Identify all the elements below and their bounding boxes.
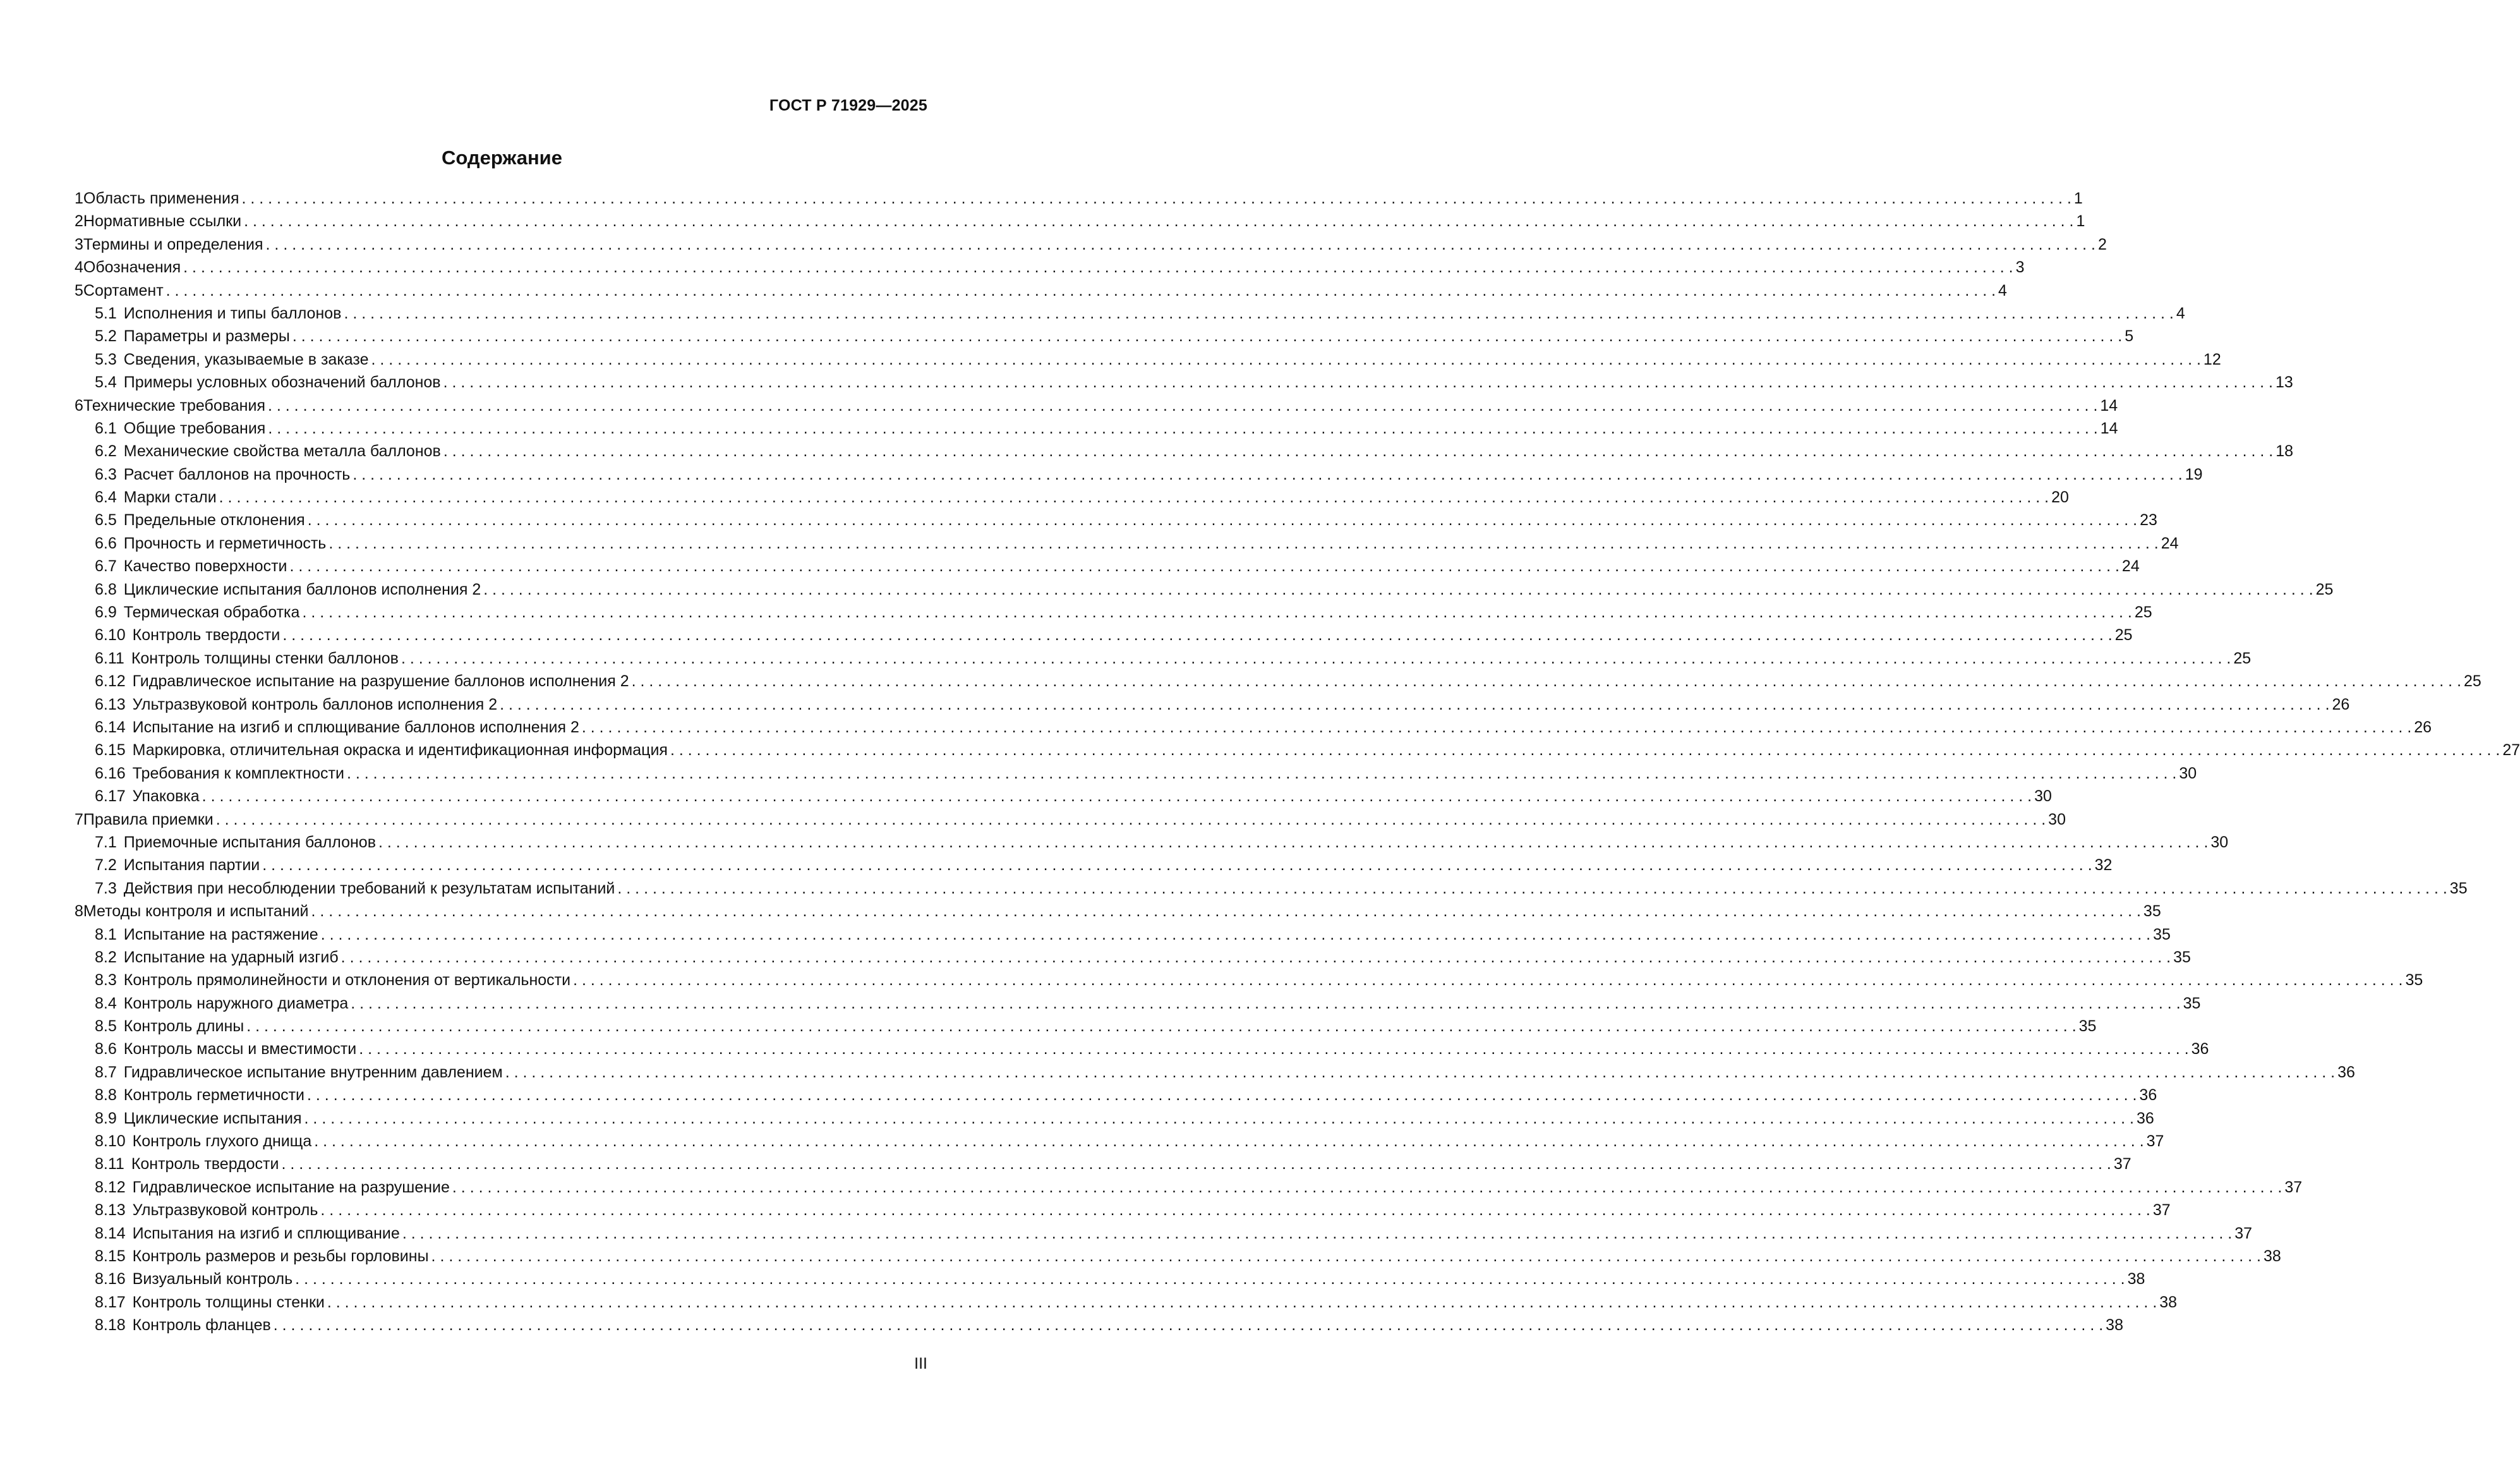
toc-dot-leader bbox=[260, 854, 2094, 876]
toc-entry-page: 1 bbox=[2073, 190, 2083, 207]
toc-entry-title: Циклические испытания bbox=[123, 1109, 302, 1127]
toc-dot-leader bbox=[339, 946, 2173, 969]
toc-entry-page: 3 bbox=[2015, 258, 2025, 277]
toc-entry[interactable] bbox=[75, 302, 2185, 325]
toc-entry[interactable] bbox=[75, 187, 2083, 210]
toc-entry[interactable] bbox=[75, 854, 2113, 876]
toc-entry-title: Термическая обработка bbox=[123, 603, 300, 622]
toc-entry[interactable] bbox=[75, 670, 2481, 693]
toc-entry[interactable] bbox=[75, 463, 2203, 486]
toc-entry-title: Гидравлическое испытание внутренним давлением bbox=[123, 1063, 503, 1081]
toc-entry[interactable] bbox=[75, 1199, 2171, 1221]
toc-entry[interactable] bbox=[75, 992, 2201, 1015]
toc-entry[interactable] bbox=[75, 210, 2085, 233]
toc-dot-leader bbox=[441, 371, 2276, 394]
toc-dot-leader bbox=[244, 1015, 2078, 1038]
toc-entry[interactable] bbox=[75, 647, 2252, 670]
toc-entry-title: Марки стали bbox=[123, 488, 217, 507]
toc-entry[interactable] bbox=[75, 440, 2294, 463]
toc-entry-page: 30 bbox=[2048, 810, 2066, 828]
toc-entry-title: Расчет баллонов на прочность bbox=[123, 465, 351, 483]
toc-dot-leader bbox=[615, 877, 2449, 900]
toc-entry-title: Обозначения bbox=[83, 258, 181, 277]
toc-dot-leader bbox=[305, 509, 2140, 531]
toc-entry[interactable] bbox=[75, 1153, 2131, 1175]
toc-entry-title: Требования к комплектности bbox=[132, 764, 344, 782]
toc-dot-leader bbox=[263, 233, 2098, 256]
toc-entry-number: 5.4 bbox=[95, 373, 117, 392]
toc-entry-number: 6.12 bbox=[95, 672, 126, 691]
toc-entry-page: 37 bbox=[2146, 1132, 2164, 1151]
toc-entry[interactable] bbox=[75, 1222, 2253, 1245]
toc-entry-title: Сортамент bbox=[83, 281, 164, 300]
toc-entry-title: Примеры условных обозначений баллонов bbox=[123, 373, 441, 392]
toc-entry-number: 2 bbox=[75, 212, 83, 231]
toc-dot-leader bbox=[325, 1291, 2159, 1314]
toc-entry-number: 4 bbox=[75, 258, 83, 277]
toc-entry-page: 25 bbox=[2134, 603, 2152, 622]
toc-dot-leader bbox=[239, 187, 2073, 210]
toc-dot-leader bbox=[304, 1084, 2139, 1106]
toc-dot-leader bbox=[287, 555, 2122, 578]
toc-entry-page: 38 bbox=[2263, 1247, 2281, 1265]
toc-entry-page: 37 bbox=[2234, 1224, 2253, 1242]
toc-entry-title: Прочность и герметичность bbox=[123, 534, 327, 552]
toc-entry-title: Контроль твердости bbox=[131, 1155, 279, 1173]
toc-entry[interactable] bbox=[75, 279, 2007, 302]
toc-dot-leader bbox=[279, 1153, 2113, 1175]
toc-entry-number: 8.7 bbox=[95, 1063, 117, 1081]
toc-entry[interactable] bbox=[75, 1130, 2164, 1153]
toc-entry-title: Гидравлическое испытание на разрушение баллонов исполнения 2 bbox=[132, 672, 629, 691]
toc-entry[interactable] bbox=[75, 808, 2066, 831]
toc-entry[interactable] bbox=[75, 739, 2520, 761]
toc-entry-number: 6.15 bbox=[95, 741, 126, 760]
toc-entry-title: Маркировка, отличительная окраска и идентификационная информация bbox=[132, 741, 668, 760]
toc-entry-number: 8.4 bbox=[95, 994, 117, 1012]
toc-entry-title: Общие требования bbox=[123, 419, 266, 437]
toc-entry-title: Область применения bbox=[83, 190, 239, 207]
toc-entry[interactable] bbox=[75, 923, 2171, 946]
toc-entry-page: 18 bbox=[2276, 442, 2294, 461]
toc-dot-leader bbox=[217, 486, 2051, 509]
toc-entry-number: 6 bbox=[75, 396, 83, 415]
toc-entry[interactable] bbox=[75, 1291, 2178, 1314]
toc-entry-number: 7.1 bbox=[95, 833, 117, 851]
toc-entry-title: Параметры и размеры bbox=[123, 327, 290, 346]
toc-dot-leader bbox=[265, 394, 2100, 417]
toc-entry-number: 6.9 bbox=[95, 603, 117, 622]
toc-entry-page: 37 bbox=[2113, 1155, 2131, 1173]
toc-entry-title: Контроль наружного диаметра bbox=[123, 994, 349, 1012]
toc-entry-page: 36 bbox=[2139, 1086, 2157, 1105]
toc-entry[interactable] bbox=[75, 624, 2133, 646]
toc-entry-title: Нормативные ссылки bbox=[83, 212, 242, 231]
toc-dot-leader bbox=[265, 417, 2100, 440]
toc-dot-leader bbox=[441, 440, 2276, 463]
toc-entry-number: 6.13 bbox=[95, 695, 126, 713]
toc-entry[interactable] bbox=[75, 900, 2161, 923]
toc-entry-title: Контроль толщины стенки bbox=[132, 1293, 325, 1311]
toc-entry-number: 1 bbox=[75, 190, 83, 207]
toc-dot-leader bbox=[271, 1314, 2106, 1336]
toc-entry-number: 5 bbox=[75, 281, 83, 300]
toc-entry-page: 24 bbox=[2161, 534, 2179, 552]
toc-entry-page: 35 bbox=[2405, 971, 2423, 990]
toc-entry-page: 36 bbox=[2191, 1040, 2209, 1058]
toc-entry-title: Контроль глухого днища bbox=[132, 1132, 312, 1151]
toc-entry-page: 35 bbox=[2153, 925, 2171, 943]
toc-entry-title: Ультразвуковой контроль баллонов исполнения 2 bbox=[132, 695, 498, 713]
toc-entry-number: 8.5 bbox=[95, 1017, 117, 1036]
toc-entry-page: 27 bbox=[2502, 741, 2520, 760]
toc-entry-page: 26 bbox=[2414, 718, 2432, 736]
toc-entry-page: 14 bbox=[2100, 396, 2118, 415]
toc-entry-number: 8.10 bbox=[95, 1132, 126, 1151]
toc-entry[interactable] bbox=[75, 693, 2350, 716]
toc-entry-number: 6.14 bbox=[95, 718, 126, 736]
toc-entry-page: 12 bbox=[2203, 350, 2221, 368]
toc-dot-leader bbox=[311, 1130, 2146, 1153]
toc-entry-number: 8.11 bbox=[95, 1155, 124, 1173]
toc-entry-title: Контроль массы и вместимости bbox=[123, 1040, 357, 1058]
toc-entry-title: Испытание на ударный изгиб bbox=[123, 948, 339, 966]
toc-entry-title: Технические требования bbox=[83, 396, 265, 415]
toc-dot-leader bbox=[481, 578, 2315, 601]
toc-entry-title: Исполнения и типы баллонов bbox=[123, 304, 342, 322]
toc-entry[interactable] bbox=[75, 946, 2191, 969]
toc-entry-number: 8.17 bbox=[95, 1293, 126, 1311]
toc-entry-page: 30 bbox=[2179, 764, 2197, 782]
toc-dot-leader bbox=[400, 1222, 2234, 1245]
toc-entry-number: 8.12 bbox=[95, 1178, 126, 1196]
toc-entry-page: 13 bbox=[2276, 373, 2293, 392]
toc-entry[interactable] bbox=[75, 371, 2293, 394]
toc-dot-leader bbox=[200, 785, 2034, 808]
toc-entry-title: Контроль фланцев bbox=[132, 1316, 271, 1335]
toc-entry-number: 6.16 bbox=[95, 764, 126, 782]
toc-dot-leader bbox=[292, 1268, 2127, 1290]
toc-entry-title: Контроль герметичности bbox=[123, 1086, 305, 1105]
toc-entry-page: 35 bbox=[2173, 948, 2191, 966]
toc-dot-leader bbox=[181, 256, 2015, 279]
toc-entry-number: 7.2 bbox=[95, 856, 117, 875]
toc-entry[interactable] bbox=[75, 532, 2179, 555]
toc-entry[interactable] bbox=[75, 1038, 2209, 1060]
table-of-contents bbox=[75, 187, 2520, 1337]
toc-dot-leader bbox=[450, 1176, 2284, 1199]
toc-entry[interactable] bbox=[75, 325, 2134, 348]
toc-entry-number: 8 bbox=[75, 902, 83, 921]
toc-dot-leader bbox=[376, 831, 2210, 854]
toc-dot-leader bbox=[309, 900, 2143, 923]
toc-dot-leader bbox=[570, 969, 2405, 991]
toc-entry-page: 38 bbox=[2159, 1293, 2178, 1311]
toc-entry-number: 5.3 bbox=[95, 350, 117, 368]
toc-entry-title: Контроль размеров и резьбы горловины bbox=[132, 1247, 429, 1265]
toc-entry-page: 26 bbox=[2332, 695, 2350, 713]
toc-entry-page: 38 bbox=[2127, 1270, 2145, 1288]
toc-entry-number: 8.1 bbox=[95, 925, 117, 943]
toc-entry-number: 3 bbox=[75, 235, 83, 253]
toc-entry-page: 24 bbox=[2121, 557, 2140, 576]
toc-entry-title: Испытание на изгиб и сплющивание баллонов исполнения 2 bbox=[132, 718, 579, 736]
toc-entry-number: 8.14 bbox=[95, 1224, 126, 1242]
toc-entry[interactable] bbox=[75, 256, 2025, 279]
toc-entry-title: Ультразвуковой контроль bbox=[132, 1201, 318, 1220]
toc-dot-leader bbox=[280, 624, 2114, 646]
toc-entry-number: 6.8 bbox=[95, 580, 117, 598]
toc-entry[interactable] bbox=[75, 601, 2152, 624]
toc-dot-leader bbox=[629, 670, 2464, 693]
toc-entry-page: 30 bbox=[2034, 787, 2052, 806]
toc-entry-page: 4 bbox=[2176, 304, 2185, 322]
toc-entry-page: 20 bbox=[2051, 488, 2069, 507]
toc-entry-page: 25 bbox=[2114, 626, 2133, 645]
toc-entry-number: 5.1 bbox=[95, 304, 117, 322]
toc-entry-number: 6.1 bbox=[95, 419, 117, 437]
toc-dot-leader bbox=[241, 210, 2076, 233]
toc-entry-number: 8.3 bbox=[95, 971, 117, 990]
toc-dot-leader bbox=[579, 716, 2414, 739]
toc-entry-number: 6.17 bbox=[95, 787, 126, 806]
toc-entry-title: Контроль толщины стенки баллонов bbox=[131, 649, 399, 667]
toc-entry-page: 14 bbox=[2100, 419, 2118, 437]
toc-entry-page: 30 bbox=[2210, 833, 2229, 851]
toc-entry-page: 25 bbox=[2464, 672, 2481, 691]
toc-entry-title: Испытания партии bbox=[123, 856, 260, 875]
toc-dot-leader bbox=[302, 1107, 2137, 1130]
toc-entry-number: 7.3 bbox=[95, 879, 117, 897]
toc-dot-leader bbox=[399, 647, 2233, 670]
toc-dot-leader bbox=[344, 762, 2179, 785]
toc-entry[interactable] bbox=[75, 509, 2157, 531]
toc-dot-leader bbox=[356, 1038, 2191, 1060]
toc-entry[interactable] bbox=[75, 486, 2069, 509]
toc-entry-title: Контроль длины bbox=[123, 1017, 244, 1036]
toc-entry-number: 6.5 bbox=[95, 511, 117, 530]
toc-entry[interactable] bbox=[75, 233, 2107, 256]
toc-entry-title: Предельные отклонения bbox=[123, 511, 305, 530]
toc-entry[interactable] bbox=[75, 555, 2140, 578]
toc-dot-leader bbox=[318, 1199, 2152, 1221]
toc-entry-number: 8.6 bbox=[95, 1040, 117, 1058]
toc-dot-leader bbox=[350, 463, 2185, 486]
toc-entry-title: Визуальный контроль bbox=[132, 1270, 293, 1288]
toc-dot-leader bbox=[348, 992, 2183, 1015]
toc-entry-page: 5 bbox=[2125, 327, 2134, 346]
toc-entry-page: 38 bbox=[2106, 1316, 2123, 1335]
toc-entry-title: Испытание на растяжение bbox=[123, 925, 318, 943]
toc-entry[interactable] bbox=[75, 1061, 2355, 1084]
toc-dot-leader bbox=[164, 279, 1998, 302]
toc-entry[interactable] bbox=[75, 578, 2334, 601]
toc-entry-page: 35 bbox=[2449, 879, 2468, 897]
toc-entry-page: 36 bbox=[2136, 1109, 2154, 1127]
toc-entry-title: Сведения, указываемые в заказе bbox=[123, 350, 369, 368]
toc-entry-number: 8.15 bbox=[95, 1247, 126, 1265]
toc-entry-title: Упаковка bbox=[132, 787, 200, 806]
toc-entry[interactable] bbox=[75, 969, 2423, 991]
toc-dot-leader bbox=[497, 693, 2332, 716]
toc-entry-page: 4 bbox=[1998, 281, 2007, 300]
toc-entry-number: 6.4 bbox=[95, 488, 117, 507]
toc-dot-leader bbox=[341, 302, 2176, 325]
toc-entry-number: 8.13 bbox=[95, 1201, 126, 1220]
toc-entry-number: 5.2 bbox=[95, 327, 117, 346]
toc-entry-page: 37 bbox=[2284, 1178, 2303, 1196]
toc-entry-number: 8.9 bbox=[95, 1109, 117, 1127]
toc-entry[interactable] bbox=[75, 1314, 2123, 1336]
toc-entry[interactable] bbox=[75, 1268, 2145, 1290]
toc-entry-title: Термины и определения bbox=[83, 235, 263, 253]
toc-entry-page: 35 bbox=[2183, 994, 2201, 1012]
toc-entry[interactable] bbox=[75, 831, 2229, 854]
toc-entry[interactable] bbox=[75, 1107, 2154, 1130]
toc-entry-number: 6.11 bbox=[95, 649, 124, 667]
toc-dot-leader bbox=[214, 808, 2048, 831]
toc-entry-page: 35 bbox=[2143, 902, 2161, 921]
toc-entry[interactable] bbox=[75, 1176, 2303, 1199]
toc-entry-number: 6.10 bbox=[95, 626, 126, 645]
toc-entry-title: Испытания на изгиб и сплющивание bbox=[132, 1224, 400, 1242]
toc-entry-title: Циклические испытания баллонов исполнения 2 bbox=[123, 580, 481, 598]
toc-entry[interactable] bbox=[75, 785, 2052, 808]
document-code: ГОСТ Р 71929—2025 bbox=[769, 97, 927, 114]
toc-entry[interactable] bbox=[75, 1015, 2097, 1038]
page-number: III bbox=[914, 1355, 927, 1372]
toc-entry-page: 19 bbox=[2185, 465, 2203, 483]
toc-entry-number: 6.6 bbox=[95, 534, 117, 552]
toc-entry-page: 35 bbox=[2078, 1017, 2097, 1036]
toc-entry-title: Контроль твердости bbox=[132, 626, 280, 645]
toc-dot-leader bbox=[318, 923, 2153, 946]
toc-entry-page: 25 bbox=[2315, 580, 2334, 598]
toc-entry-number: 6.7 bbox=[95, 557, 117, 576]
toc-entry-number: 8.8 bbox=[95, 1086, 117, 1105]
toc-entry-title: Приемочные испытания баллонов bbox=[123, 833, 376, 851]
toc-dot-leader bbox=[326, 532, 2161, 555]
toc-entry-title: Методы контроля и испытаний bbox=[83, 902, 309, 921]
toc-dot-leader bbox=[429, 1245, 2264, 1268]
toc-entry-page: 37 bbox=[2152, 1201, 2171, 1220]
toc-dot-leader bbox=[668, 739, 2502, 761]
toc-entry-title: Действия при несоблюдении требований к результатам испытаний bbox=[123, 879, 615, 897]
toc-entry-title: Механические свойства металла баллонов bbox=[123, 442, 441, 461]
toc-entry-title: Правила приемки bbox=[83, 810, 214, 828]
toc-title: Содержание bbox=[442, 147, 562, 169]
toc-entry-number: 8.18 bbox=[95, 1316, 126, 1335]
toc-entry-title: Качество поверхности bbox=[123, 557, 287, 576]
toc-dot-leader bbox=[290, 325, 2125, 348]
toc-entry[interactable] bbox=[75, 417, 2118, 440]
toc-dot-leader bbox=[299, 601, 2134, 624]
toc-entry-number: 7 bbox=[75, 810, 83, 828]
toc-entry-title: Контроль прямолинейности и отклонения от вертикальности bbox=[123, 971, 571, 990]
toc-entry-title: Гидравлическое испытание на разрушение bbox=[132, 1178, 450, 1196]
toc-entry-page: 2 bbox=[2097, 235, 2107, 253]
toc-entry[interactable] bbox=[75, 1245, 2281, 1268]
toc-entry-page: 36 bbox=[2337, 1063, 2355, 1081]
toc-dot-leader bbox=[369, 348, 2203, 371]
toc-entry-page: 32 bbox=[2094, 856, 2113, 875]
toc-entry[interactable] bbox=[75, 1084, 2157, 1106]
toc-entry-number: 8.2 bbox=[95, 948, 117, 966]
toc-entry-page: 1 bbox=[2076, 212, 2085, 231]
toc-entry[interactable] bbox=[75, 394, 2118, 417]
toc-entry[interactable] bbox=[75, 716, 2432, 739]
toc-entry[interactable] bbox=[75, 877, 2468, 900]
toc-dot-leader bbox=[503, 1061, 2337, 1084]
toc-entry-number: 6.3 bbox=[95, 465, 117, 483]
toc-entry-number: 6.2 bbox=[95, 442, 117, 461]
toc-entry-number: 8.16 bbox=[95, 1270, 126, 1288]
toc-entry-page: 25 bbox=[2233, 649, 2252, 667]
toc-entry[interactable] bbox=[75, 348, 2221, 371]
toc-entry[interactable] bbox=[75, 762, 2197, 785]
toc-entry-page: 23 bbox=[2140, 511, 2157, 530]
